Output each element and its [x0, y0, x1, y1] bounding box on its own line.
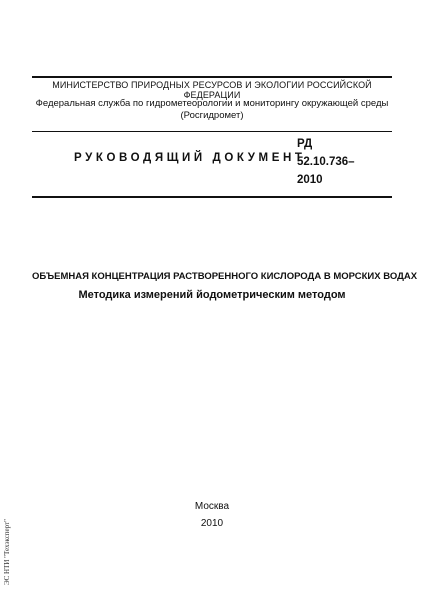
publication-info [0, 498, 424, 532]
document-code-line-2: 52.10.736– [297, 156, 355, 168]
service-line-1: Федеральная служба по гидрометеорологии и мониторингу окружающей среды [35, 98, 389, 109]
document-type: РУКОВОДЯЩИЙ ДОКУМЕНТ [74, 152, 306, 164]
publication-year: 2010 [200, 518, 224, 529]
document-code-line-3: 2010 [297, 174, 323, 186]
document-code-line-1: РД [297, 138, 313, 150]
ministry-name: МИНИСТЕРСТВО ПРИРОДНЫХ РЕСУРСОВ И ЭКОЛОГИИ РОССИЙСКОЙ ФЕДЕРАЦИИ [52, 80, 372, 100]
bottom-rule [32, 196, 392, 198]
document-subtitle: Методика измерений йодометрическим методом [78, 289, 346, 301]
watermark-text: ЭС НТИ "Техэксперт" [3, 519, 11, 585]
document-title: ОБЪЕМНАЯ КОНЦЕНТРАЦИЯ РАСТВОРЕННОГО КИСЛОРОДА В МОРСКИХ ВОДАХ [32, 271, 418, 282]
service-line-2: (Росгидромет) [180, 110, 244, 121]
service-name [32, 98, 392, 122]
middle-rule [32, 131, 392, 132]
document-code [297, 135, 355, 189]
top-rule [32, 76, 392, 78]
publication-city: Москва [194, 501, 230, 512]
